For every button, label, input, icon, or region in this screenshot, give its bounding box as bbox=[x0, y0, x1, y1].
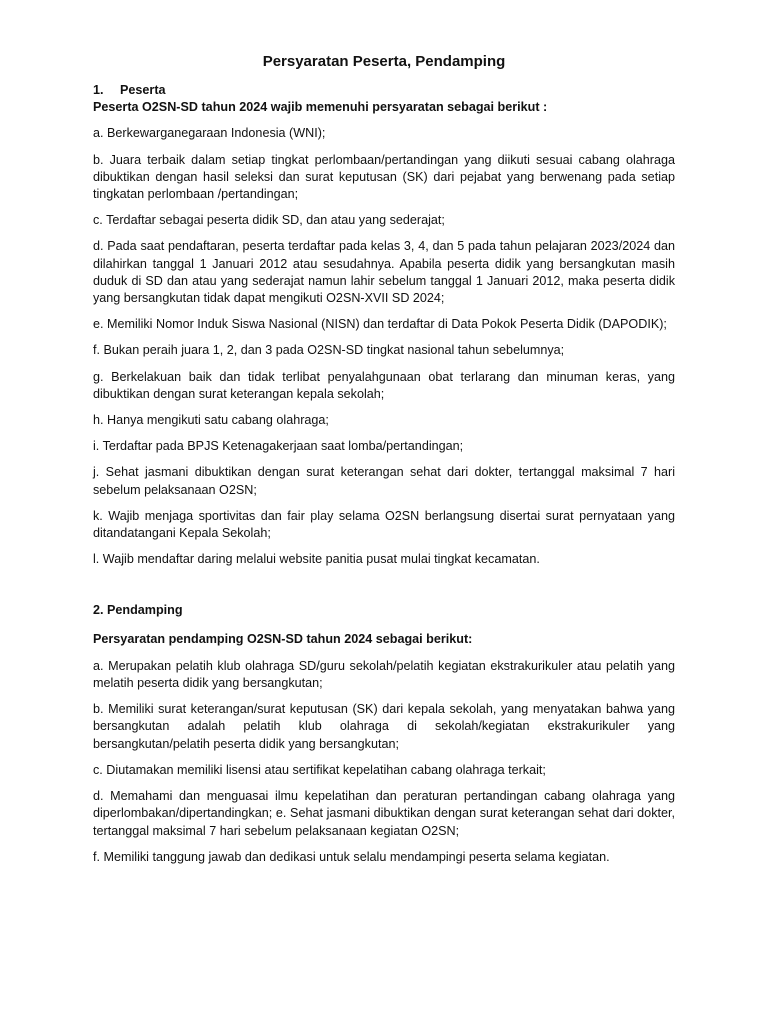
list-item: g. Berkelakuan baik dan tidak terlibat penyalahgunaan obat terlarang dan minuman keras, yang dibuktikan dengan surat keterangan kepala sekolah; bbox=[93, 369, 675, 401]
list-item: a. Merupakan pelatih klub olahraga SD/guru sekolah/pelatih kegiatan ekstrakurikuler atau pelatih yang melatih peserta didik yang bersangkutan; bbox=[93, 658, 675, 691]
section-intro-pendamping: Persyaratan pendamping O2SN-SD tahun 2024 sebagai berikut: bbox=[93, 631, 473, 646]
list-item: f. Bukan peraih juara 1, 2, dan 3 pada O2SN-SD tingkat nasional tahun sebelumnya; bbox=[93, 343, 565, 358]
list-item: l. Wajib mendaftar daring melalui website panitia pusat mulai tingkat kecamatan. bbox=[93, 552, 540, 567]
list-item: k. Wajib menjaga sportivitas dan fair play selama O2SN berlangsung disertai surat pernyataan yang ditandatangani Kepala Sekolah; bbox=[93, 508, 675, 541]
list-item: c. Diutamakan memiliki lisensi atau sertifikat kepelatihan cabang olahraga terkait; bbox=[93, 762, 546, 777]
list-item: i. Terdaftar pada BPJS Ketenagakerjaan saat lomba/pertandingan; bbox=[93, 439, 464, 454]
section-intro-peserta: Peserta O2SN-SD tahun 2024 wajib memenuhi persyaratan sebagai berikut : bbox=[93, 100, 548, 115]
document-title: Persyaratan Peserta, Pendamping bbox=[262, 53, 506, 70]
list-item: b. Juara terbaik dalam setiap tingkat perlombaan/pertandingan yang diikuti sesuai cabang olahraga dibuktikan dengan hasil seleksi dan surat keputusan (SK) dari pejabat yang berwenang pada setiap tingkatan perlombaan /pertandingan; bbox=[93, 152, 675, 202]
list-item: b. Memiliki surat keterangan/surat keputusan (SK) dari kepala sekolah, yang menyatakan bahwa yang bersangkutan adalah pelatih klub olahraga di sekolah/kegiatan ekstrakurikuler yang bersangkutan/pelatih peserta didik yang bersangkutan; bbox=[93, 702, 675, 751]
section-number: 1. bbox=[93, 83, 104, 97]
list-item: a. Berkewarganegaraan Indonesia (WNI); bbox=[93, 126, 326, 141]
section-peserta bbox=[93, 82, 675, 568]
section-heading-label: Peserta bbox=[120, 83, 166, 97]
list-item: d. Pada saat pendaftaran, peserta terdaftar pada kelas 3, 4, dan 5 pada tahun pelajaran 2023/2024 dan dilahirkan tanggal 1 Januari 2012 atau sesudahnya. Apabila peserta didik yang bersangkutan masih duduk di SD dan atau yang sederajat namun lahir sebelum tanggal 1 Januari 2012, maka peserta didik yang bersangkutan tidak dapat mengikuti O2SN-XVII SD 2024; bbox=[93, 239, 675, 306]
list-item: d. Memahami dan menguasai ilmu kepelatihan dan peraturan pertandingan cabang olahraga yang diperlombakan/dipertandingkan; e. Sehat jasmani dibuktikan dengan surat keterangan sehat dari dokter, tertanggal maksimal 7 hari sebelum pelaksanaan kegiatan O2SN; bbox=[93, 789, 675, 838]
list-item: h. Hanya mengikuti satu cabang olahraga; bbox=[93, 413, 329, 428]
list-item: f. Memiliki tanggung jawab dan dedikasi untuk selalu mendampingi peserta selama kegiatan. bbox=[93, 849, 610, 864]
list-item: j. Sehat jasmani dibuktikan dengan surat keterangan sehat dari dokter, tertanggal maksimal 7 hari sebelum pelaksanaan O2SN; bbox=[93, 465, 675, 497]
document-page bbox=[93, 52, 675, 875]
list-item: c. Terdaftar sebagai peserta didik SD, dan atau yang sederajat; bbox=[93, 213, 445, 228]
section-heading-pendamping: 2. Pendamping bbox=[93, 603, 183, 618]
list-item: e. Memiliki Nomor Induk Siswa Nasional (NISN) dan terdaftar di Data Pokok Peserta Didik (DAPODIK); bbox=[93, 317, 667, 332]
section-heading-peserta bbox=[93, 82, 675, 99]
section-pendamping bbox=[93, 602, 675, 865]
